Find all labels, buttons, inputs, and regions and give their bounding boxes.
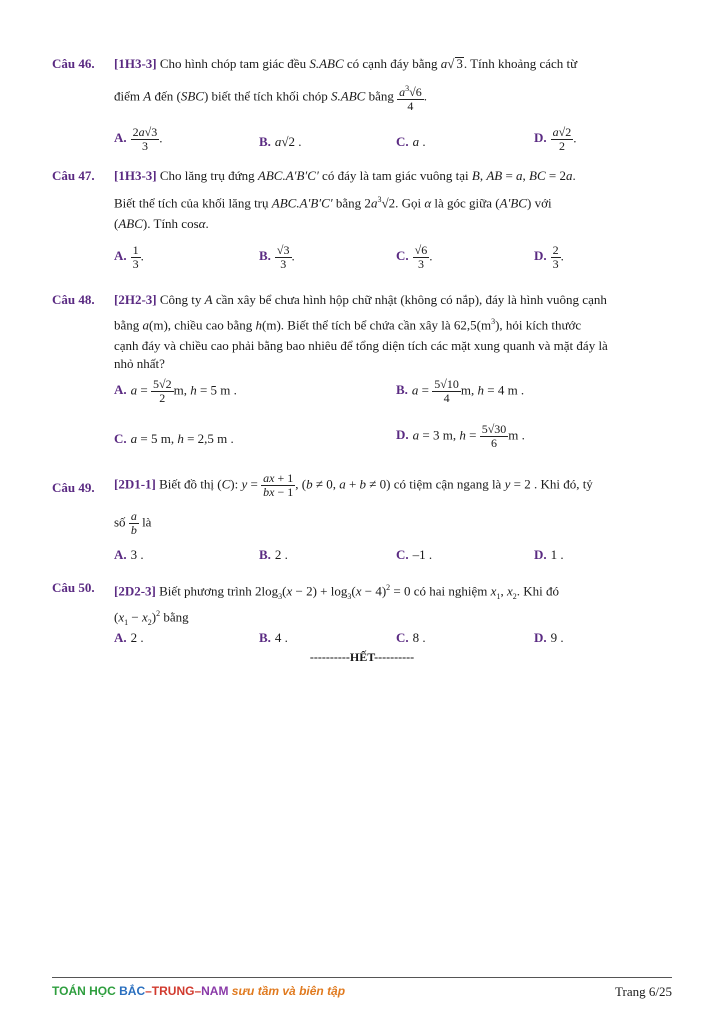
question-tag: [1H3-3] bbox=[114, 56, 157, 71]
option-d[interactable]: D. a = 3 m, h = $\frac{5√30}{6}$ m . bbox=[396, 422, 525, 450]
option-c[interactable]: C. 8 . bbox=[396, 630, 426, 645]
question-text-2: $(x_1 - x_2)^2$ bằng bbox=[114, 609, 189, 627]
option-c[interactable]: C. $\frac{√6}{3}$ . bbox=[396, 243, 433, 271]
option-d[interactable]: D. 9 . bbox=[534, 630, 564, 645]
question-text-2: điểm A đến (SBC) biết thể tích khối chóp S.ABC bằng $\frac{a^3√6}{4}$ . bbox=[114, 84, 427, 113]
question-text-2: số $\frac{a}{b}$ là bbox=[114, 509, 152, 537]
question-text: [2H2-3] Công ty A cần xây bể chưa hình hộp chữ nhật (không có nắp), đáy là hình vuông cạnh bbox=[114, 292, 607, 307]
end-mark: ----------HẾT---------- bbox=[309, 650, 415, 664]
option-d[interactable]: D. $\frac{2}{3}$ . bbox=[534, 243, 564, 271]
option-a[interactable]: A. $\frac{2a√3}{3}$ . bbox=[114, 125, 163, 153]
question-number: Câu 46. bbox=[52, 56, 95, 71]
option-a[interactable]: A. 3 . bbox=[114, 547, 144, 562]
question-number: Câu 48. bbox=[52, 292, 95, 307]
option-a[interactable]: A. a = $\frac{5√2}{2}$ m, h = 5 m . bbox=[114, 377, 237, 405]
question-text-3: cạnh đáy và chiều cao phải bằng bao nhiêu để tổng diện tích các mặt xung quanh và mặt đáy là bbox=[114, 338, 608, 353]
option-d[interactable]: D. 1 . bbox=[534, 547, 564, 562]
option-d[interactable]: D. $\frac{a√2}{2}$ . bbox=[534, 125, 577, 153]
question-tag: [2D1-1] bbox=[114, 476, 156, 492]
question-tag: [2D2-3] bbox=[114, 583, 156, 599]
question-text-3: (ABC). Tính cosα. bbox=[114, 216, 209, 231]
question-text-2: Biết thể tích của khối lăng trụ ABC.A′B′C′ bằng $2a^3√2$. Gọi α là góc giữa (A′BC) với bbox=[114, 195, 552, 211]
footer-divider bbox=[52, 977, 672, 978]
question-text: [2D2-3] Biết phương trình $2\log_3(x - 2) + \log_3(x - 4)^2 = 0$ có hai nghiệm $x_1$, $x_2$. Khi đó bbox=[114, 583, 559, 601]
question-text: [2D1-1] Biết đồ thị (C): y = $\frac{ax + 1}{bx - 1}$ , (b ≠ 0, a + b ≠ 0) có tiệm cận ngang là y = 2 . Khi đó, tỷ bbox=[114, 471, 593, 499]
question-tag: [1H3-3] bbox=[114, 168, 157, 183]
question-tag: [2H2-3] bbox=[114, 292, 157, 307]
footer-brand-subtitle: sưu tầm và biên tập bbox=[228, 984, 346, 998]
question-text: [1H3-3] Cho hình chóp tam giác đều S.ABC có cạnh đáy bằng a√ 3. Tính khoảng cách từ bbox=[114, 56, 578, 71]
question-text-4: nhỏ nhất? bbox=[114, 356, 165, 371]
option-c[interactable]: C. a = 5 m, h = 2,5 m . bbox=[114, 431, 234, 446]
option-b[interactable]: B. 4 . bbox=[259, 630, 288, 645]
page-footer bbox=[52, 984, 672, 998]
page-number: Trang 6/25 bbox=[615, 984, 672, 999]
option-c[interactable]: C. a . bbox=[396, 134, 426, 149]
option-b[interactable]: B. $\frac{√3}{3}$ . bbox=[259, 243, 295, 271]
question-number: Câu 47. bbox=[52, 168, 95, 183]
option-c[interactable]: C. –1 . bbox=[396, 547, 433, 562]
question-number: Câu 49. bbox=[52, 480, 95, 495]
option-a[interactable]: A. 2 . bbox=[114, 630, 144, 645]
question-text-2: bằng a(m), chiều cao bằng h(m). Biết thể tích bể chứa cần xây là $62,5(m^3)$, hỏi kích thước bbox=[114, 317, 582, 333]
option-b[interactable]: B. 2 . bbox=[259, 547, 288, 562]
question-text: [1H3-3] Cho lăng trụ đứng ABC.A′B′C′ có đáy là tam giác vuông tại B, AB = a, BC = 2a. bbox=[114, 168, 576, 183]
option-a[interactable]: A. $\frac{1}{3}$ . bbox=[114, 243, 144, 271]
option-b[interactable]: B. a = $\frac{5√10}{4}$ m, h = 4 m . bbox=[396, 377, 525, 405]
option-b[interactable]: B. a√2 . bbox=[259, 134, 302, 149]
footer-brand: TOÁN HỌC BẮC–TRUNG–NAM bbox=[52, 984, 229, 998]
question-number: Câu 50. bbox=[52, 580, 95, 595]
